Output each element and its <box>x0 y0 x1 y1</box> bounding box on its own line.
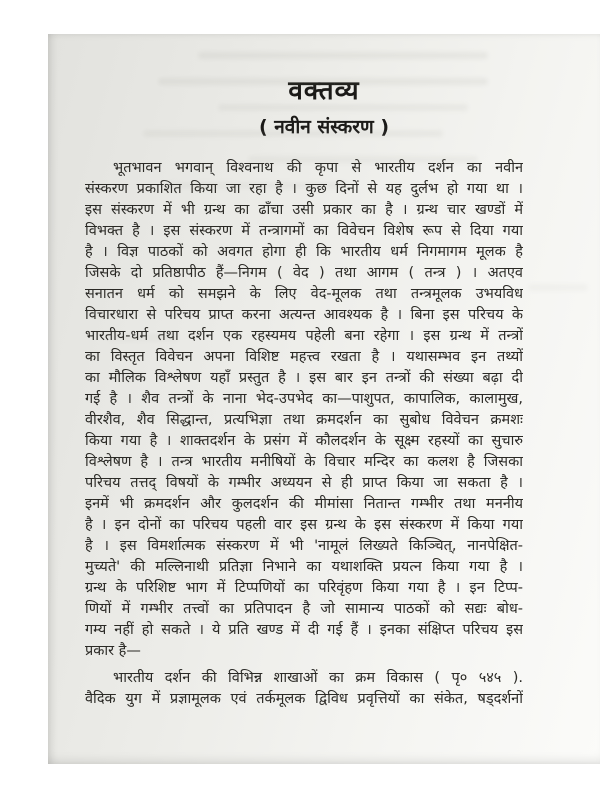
book-page <box>48 34 600 764</box>
text-line: ग्रन्थ के परिशिष्ट भाग में टिप्पणियों का परिवृंहण किया गया है । इन टिप्प- <box>85 580 523 596</box>
text-line: वीरशैव, शैव सिद्धान्त, प्रत्यभिज्ञा तथा क्रमदर्शन का सुबोध विवेचन क्रमशः <box>85 412 523 428</box>
text-line: भूतभावन भगवान् विश्वनाथ की कृपा से भारतीय दर्शन का नवीन <box>113 160 523 176</box>
text-line: भारतीय दर्शन की विभिन्न शाखाओं का क्रम विकास ( पृ० ५४५ ). <box>113 670 523 686</box>
text-line: सनातन धर्म को समझने के लिए वेद-मूलक तथा तन्त्रमूलक उभयविध <box>85 286 523 302</box>
text-line: इनमें भी क्रमदर्शन और कुलदर्शन की मीमांसा नितान्त गम्भीर तथा मननीय <box>85 496 523 512</box>
text-line: है । इन दोनों का परिचय पहली वार इस ग्रन्थ के इस संस्करण में किया गया <box>85 517 523 533</box>
bleedthrough-mark <box>143 130 443 137</box>
text-line: गई है । शैव तन्त्रों के नाना भेद-उपभेद का—पाशुपत, कापालिक, कालामुख, <box>85 391 523 407</box>
bleedthrough-mark <box>108 334 178 341</box>
text-line: प्रकार है— <box>85 643 141 659</box>
bleedthrough-mark <box>198 52 488 59</box>
text-line: मुच्यते' की मल्लिनाथी प्रतिज्ञा निभाने का यथाशक्ति प्रयत्न किया गया है । <box>85 559 523 575</box>
text-line: का विस्तृत विवेचन अपना विशिष्ट महत्त्व रखता है । यथासम्भव इन तथ्यों <box>85 349 523 365</box>
text-line: संस्करण प्रकाशित किया जा रहा है । कुछ दिनों से यह दुर्लभ हो गया था । <box>85 181 523 197</box>
bleedthrough-mark <box>218 104 468 111</box>
text-line: इस संस्करण में भी ग्रन्थ का ढाँचा उसी प्रकार का है । ग्रन्थ चार खण्डों में <box>85 202 523 218</box>
bleedthrough-mark <box>248 156 478 163</box>
text-line: वैदिक युग में प्रज्ञामूलक एवं तर्कमूलक द्विविध प्रवृत्तियों का संकेत, षड्दर्शनों <box>85 691 523 707</box>
text-line: भारतीय-धर्म तथा दर्शन एक रहस्यमय पहेली बना रहेगा । इस ग्रन्थ में तन्त्रों <box>85 328 523 344</box>
bleedthrough-mark <box>528 284 588 291</box>
bleedthrough-mark <box>168 182 348 189</box>
text-line: गम्य नहीं हो सकते । ये प्रति खण्ड में दी गई हैं । इनका संक्षिप्त परिचय इस <box>85 622 523 638</box>
text-line: विचारधारा से परिचय प्राप्त करना अत्यन्त आवश्यक है । बिना इस परिचय के <box>85 307 523 323</box>
bleedthrough-mark <box>158 78 488 85</box>
text-line: का मौलिक विश्लेषण यहाँ प्रस्तुत है । इस बार इन तन्त्रों की संख्या बढ़ा दी <box>85 370 523 386</box>
text-line: परिचय तत्तद् विषयों के गम्भीर अध्ययन से ही प्राप्त किया जा सकता है । <box>85 475 523 491</box>
page-title: वक्तव्य <box>288 76 360 106</box>
text-line: किया गया है । शाक्तदर्शन के प्रसंग में कौलदर्शन के सूक्ष्म रहस्यों का सुचारु <box>85 433 523 449</box>
text-line: विश्लेषण है । तन्त्र भारतीय मनीषियों के विचार मन्दिर का कलश है जिसका <box>85 454 523 470</box>
text-line: है । इस विमर्शात्मक संस्करण में भी 'नामूलं लिख्यते किञ्चित्, नानपेक्षित- <box>85 538 523 554</box>
body-text <box>48 158 600 710</box>
text-line: है । विज्ञ पाठकों को अवगत होगा ही कि भारतीय धर्म निगमागम मूलक है <box>85 244 523 260</box>
text-line: णियों में गम्भीर तत्त्वों का प्रतिपादन है जो सामान्य पाठकों को सद्यः बोध- <box>85 601 523 617</box>
text-line: विभक्त है । इस संस्करण में तन्त्रागमों का विवेचन विशेष रूप से दिया गया <box>85 223 523 239</box>
page-subtitle: ( नवीन संस्करण ) <box>258 116 390 138</box>
text-line: जिसके दो प्रतिष्ठापीठ हैं—निगम ( वेद ) तथा आगम ( तन्त्र ) । अतएव <box>85 265 523 281</box>
